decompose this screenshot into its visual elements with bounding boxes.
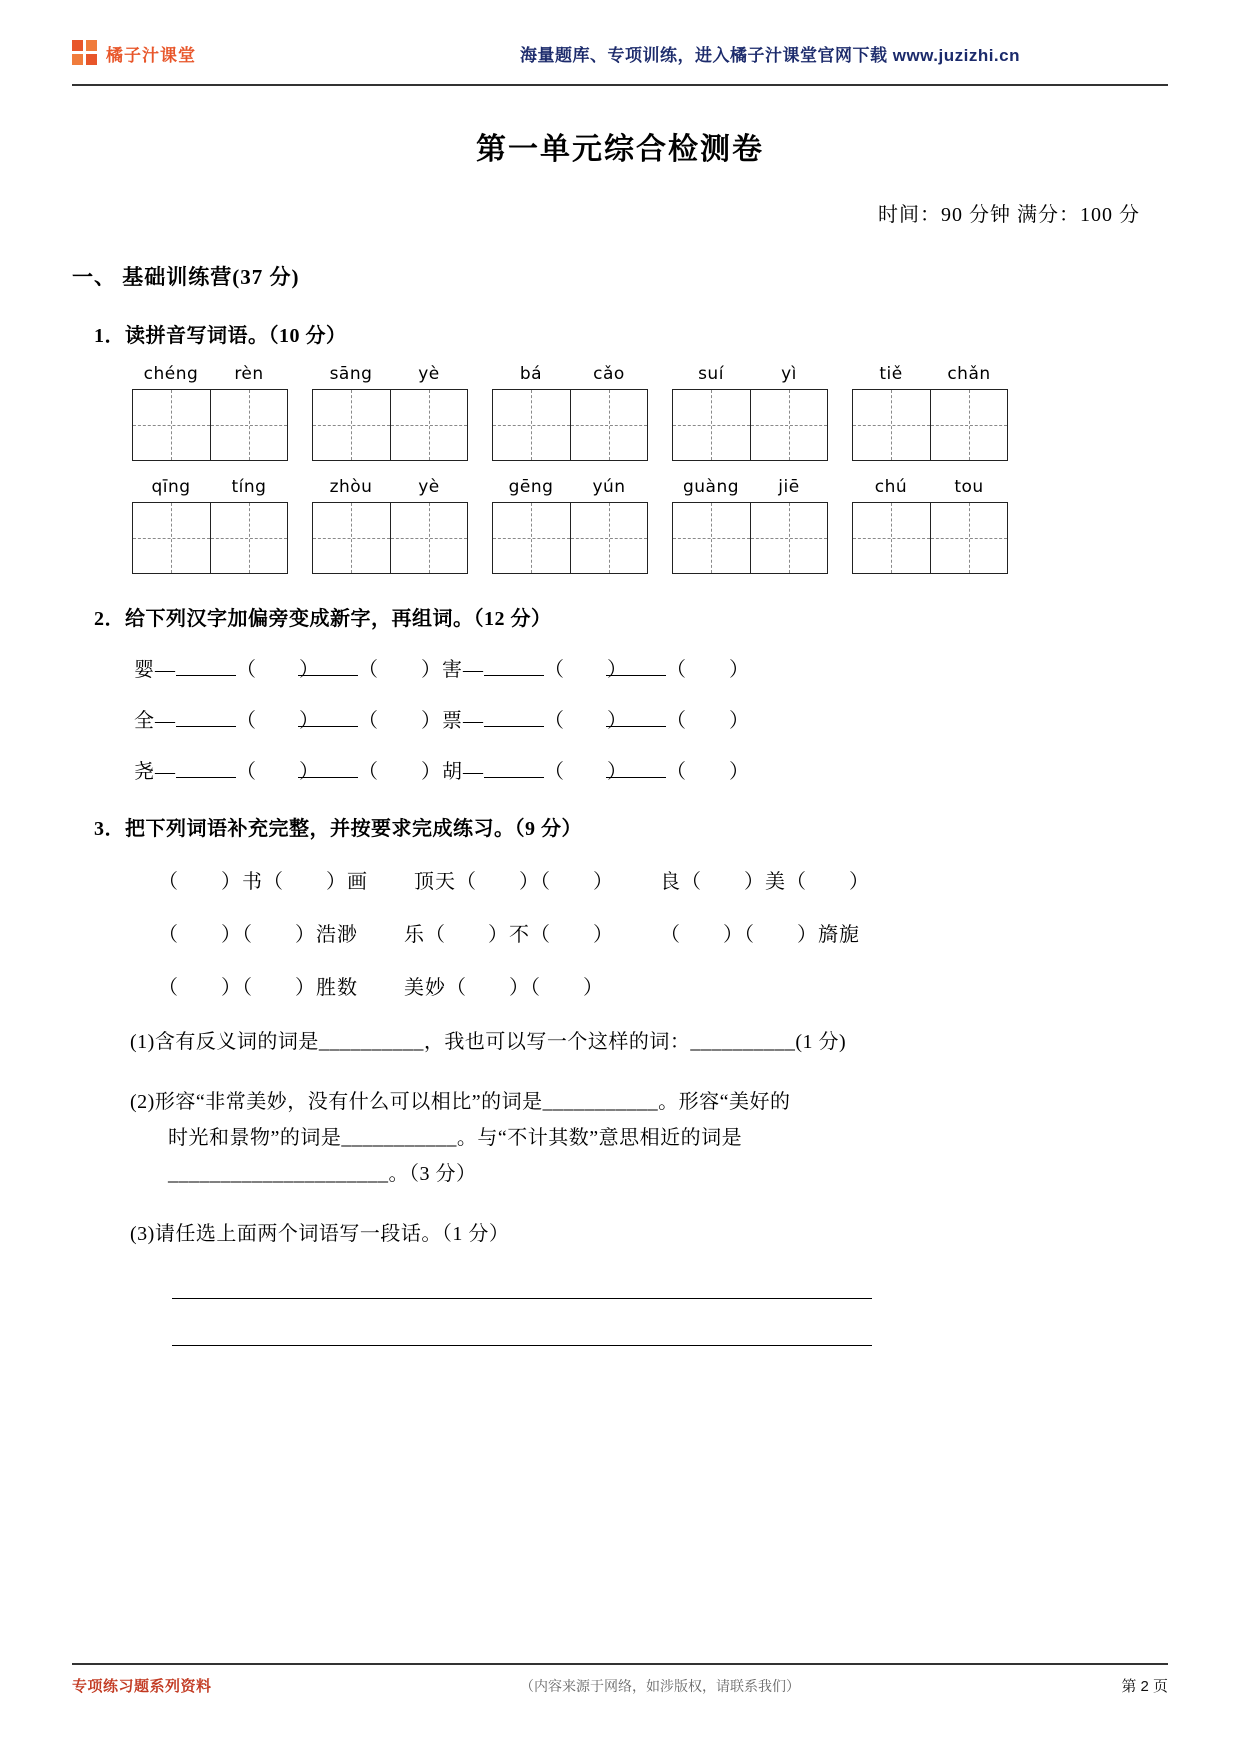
pinyin-cell bbox=[492, 477, 648, 574]
pinyin-cell bbox=[132, 364, 288, 461]
pinyin-cell bbox=[312, 364, 468, 461]
q2-item bbox=[134, 761, 442, 783]
writing-grid[interactable] bbox=[492, 502, 648, 574]
q2-item bbox=[134, 659, 442, 681]
pinyin-label bbox=[852, 364, 1008, 384]
pinyin-cell bbox=[672, 477, 828, 574]
blank-line[interactable] bbox=[606, 726, 666, 727]
writing-grid[interactable] bbox=[312, 389, 468, 461]
blank-line[interactable] bbox=[298, 675, 358, 676]
q3-sub-3[interactable]: (3)请任选上面两个词语写一段话。（1 分） bbox=[130, 1223, 510, 1245]
pinyin-syllable: rèn bbox=[234, 364, 264, 384]
q3-sub-2[interactable] bbox=[130, 1084, 1168, 1192]
paren-blank[interactable]: （ ） bbox=[358, 761, 442, 783]
question-2-title: 2．给下列汉字加偏旁变成新字，再组词。（12 分） bbox=[94, 608, 552, 630]
q2-char: 票— bbox=[442, 710, 484, 732]
answer-line[interactable] bbox=[172, 1298, 872, 1299]
blank-line[interactable] bbox=[484, 726, 544, 727]
writing-grid[interactable] bbox=[852, 389, 1008, 461]
pinyin-syllable: tíng bbox=[231, 477, 267, 497]
paren-blank[interactable]: （ ） bbox=[236, 761, 320, 783]
blank-line[interactable] bbox=[176, 675, 236, 676]
blank-line[interactable] bbox=[484, 777, 544, 778]
q3-sub-2-line2: 时光和景物”的词是___________。与“不计其数”意思相近的词是 bbox=[168, 1127, 743, 1149]
answer-line[interactable] bbox=[172, 1345, 872, 1346]
pinyin-label bbox=[672, 364, 828, 384]
writing-grid[interactable] bbox=[132, 389, 288, 461]
header-divider bbox=[72, 84, 1168, 86]
pinyin-syllable: cǎo bbox=[593, 364, 625, 384]
pinyin-label bbox=[132, 364, 288, 384]
pinyin-cell bbox=[132, 477, 288, 574]
pinyin-cell bbox=[672, 364, 828, 461]
paren-blank[interactable]: （ ） bbox=[358, 710, 442, 732]
pinyin-syllable: yún bbox=[592, 477, 626, 497]
pinyin-label bbox=[312, 364, 468, 384]
q2-row bbox=[134, 755, 1168, 784]
paren-blank[interactable]: （ ） bbox=[544, 761, 628, 783]
pinyin-label bbox=[492, 364, 648, 384]
pinyin-cell bbox=[852, 477, 1008, 574]
blank-line[interactable] bbox=[176, 726, 236, 727]
idiom-blank[interactable]: （ ）（ ）浩渺 bbox=[158, 924, 358, 946]
pinyin-cell bbox=[492, 364, 648, 461]
page-number: 第 2 页 bbox=[1121, 1678, 1168, 1695]
pinyin-syllable: chú bbox=[874, 477, 908, 497]
paren-blank[interactable]: （ ） bbox=[544, 659, 628, 681]
pinyin-syllable: tiě bbox=[879, 364, 903, 384]
q2-char: 尧— bbox=[134, 761, 176, 783]
q2-item bbox=[442, 659, 750, 681]
paren-blank[interactable]: （ ） bbox=[236, 710, 320, 732]
writing-grid[interactable] bbox=[492, 389, 648, 461]
header-slogan: 海量题库、专项训练，进入橘子汁课堂官网下载 www.juzizhi.cn bbox=[520, 45, 1020, 65]
pinyin-syllable: chéng bbox=[143, 364, 199, 384]
paren-blank[interactable]: （ ） bbox=[666, 659, 750, 681]
pinyin-row-2 bbox=[132, 477, 1168, 574]
q2-char: 婴— bbox=[134, 659, 176, 681]
brand-logo bbox=[72, 40, 402, 66]
q2-char: 胡— bbox=[442, 761, 484, 783]
page-footer bbox=[72, 1663, 1168, 1696]
blank-line[interactable] bbox=[606, 777, 666, 778]
logo-text: 橘子汁课堂 bbox=[106, 45, 196, 65]
blank-line[interactable] bbox=[484, 675, 544, 676]
idiom-blank[interactable]: 美妙（ ）（ ） bbox=[404, 977, 604, 999]
paren-blank[interactable]: （ ） bbox=[236, 659, 320, 681]
pinyin-syllable: zhòu bbox=[329, 477, 373, 497]
pinyin-syllable: suí bbox=[698, 364, 724, 384]
q3-sub-1[interactable]: (1)含有反义词的词是__________，我也可以写一个这样的词：__________(1 分) bbox=[130, 1031, 847, 1053]
pinyin-syllable: sāng bbox=[329, 364, 373, 384]
pinyin-syllable: gēng bbox=[508, 477, 554, 497]
q3-word-row bbox=[158, 918, 1168, 947]
pinyin-label bbox=[132, 477, 288, 497]
logo-squares-icon bbox=[72, 40, 98, 66]
blank-line[interactable] bbox=[298, 777, 358, 778]
idiom-blank[interactable]: （ ）书（ ）画 bbox=[158, 871, 368, 893]
q2-row bbox=[134, 653, 1168, 682]
idiom-blank[interactable]: （ ）（ ）胜数 bbox=[158, 977, 358, 999]
writing-grid[interactable] bbox=[672, 502, 828, 574]
footer-divider bbox=[72, 1663, 1168, 1665]
blank-line[interactable] bbox=[298, 726, 358, 727]
q2-char: 全— bbox=[134, 710, 176, 732]
blank-line[interactable] bbox=[606, 675, 666, 676]
pinyin-syllable: yè bbox=[418, 364, 440, 384]
pinyin-syllable: bá bbox=[519, 364, 543, 384]
pinyin-syllable: guàng bbox=[682, 477, 740, 497]
writing-grid[interactable] bbox=[672, 389, 828, 461]
pinyin-row-1 bbox=[132, 364, 1168, 461]
paren-blank[interactable]: （ ） bbox=[666, 761, 750, 783]
idiom-blank[interactable]: （ ）（ ）旖旎 bbox=[660, 924, 860, 946]
page-header bbox=[72, 0, 1168, 84]
footer-note: （内容来源于网络，如涉版权，请联系我们） bbox=[520, 1677, 800, 1694]
paren-blank[interactable]: （ ） bbox=[544, 710, 628, 732]
question-1-title: 1．读拼音写词语。（10 分） bbox=[94, 325, 347, 347]
pinyin-syllable: tou bbox=[954, 477, 984, 497]
q3-word-row bbox=[158, 865, 1168, 894]
page-title: 第一单元综合检测卷 bbox=[476, 132, 764, 167]
pinyin-label bbox=[312, 477, 468, 497]
writing-grid[interactable] bbox=[132, 502, 288, 574]
idiom-blank[interactable]: 良（ ）美（ ） bbox=[660, 871, 870, 893]
blank-line[interactable] bbox=[176, 777, 236, 778]
pinyin-cell bbox=[852, 364, 1008, 461]
q2-row bbox=[134, 704, 1168, 733]
pinyin-label bbox=[672, 477, 828, 497]
footer-brand: 专项练习题系列资料 bbox=[72, 1678, 212, 1695]
paren-blank[interactable]: （ ） bbox=[666, 710, 750, 732]
q2-item bbox=[442, 710, 750, 732]
q3-word-row bbox=[158, 971, 1168, 1000]
question-3-title: 3．把下列词语补充完整，并按要求完成练习。（9 分） bbox=[94, 818, 582, 840]
q3-sub-2-line1: (2)形容“非常美妙，没有什么可以相比”的词是___________。形容“美好的 bbox=[130, 1091, 791, 1113]
pinyin-syllable: chǎn bbox=[947, 364, 991, 384]
q2-char: 害— bbox=[442, 659, 484, 681]
idiom-blank[interactable]: 顶天（ ）（ ） bbox=[414, 871, 614, 893]
pinyin-label bbox=[492, 477, 648, 497]
writing-grid[interactable] bbox=[312, 502, 468, 574]
q3-sub-2-line3: _____________________。（3 分） bbox=[168, 1163, 477, 1185]
idiom-blank[interactable]: 乐（ ）不（ ） bbox=[404, 924, 614, 946]
q2-item bbox=[442, 761, 750, 783]
pinyin-cell bbox=[312, 477, 468, 574]
section-heading: 一、 基础训练营(37 分) bbox=[72, 265, 300, 289]
pinyin-syllable: qīng bbox=[151, 477, 191, 497]
pinyin-syllable: jiē bbox=[778, 477, 800, 497]
pinyin-label bbox=[852, 477, 1008, 497]
writing-grid[interactable] bbox=[852, 502, 1008, 574]
pinyin-syllable: yì bbox=[781, 364, 797, 384]
paren-blank[interactable]: （ ） bbox=[358, 659, 442, 681]
q2-item bbox=[134, 710, 442, 732]
exam-meta: 时间：90 分钟 满分：100 分 bbox=[878, 204, 1140, 226]
pinyin-syllable: yè bbox=[418, 477, 440, 497]
